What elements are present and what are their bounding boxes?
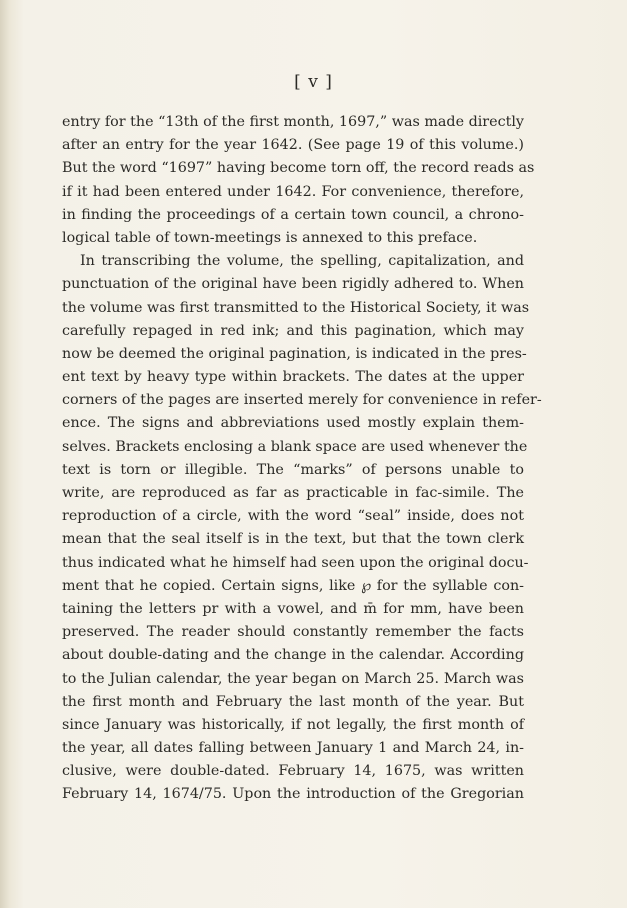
page-number: [ v ]	[294, 72, 333, 92]
text-line: logical table of town-meetings is annexed to this preface.	[62, 229, 478, 246]
text-line: text is torn or illegible. The “marks” of persons unable to	[62, 461, 524, 478]
text-line: after an entry for the year 1642. (See page 19 of this volume.)	[62, 137, 524, 154]
text-line: reproduction of a circle, with the word “seal” inside, does not	[62, 508, 524, 525]
text-line: corners of the pages are inserted merely for convenience in refer-	[62, 392, 542, 409]
text-line: ment that he copied. Certain signs, like ℘ for the syllable con-	[62, 577, 524, 594]
text-line: the first month and February the last month of the year. But	[62, 693, 524, 710]
text-line: But the word “1697” having become torn off, the record reads as	[62, 160, 535, 177]
text-line: since January was historically, if not legally, the first month of	[62, 716, 524, 733]
text-line: punctuation of the original have been rigidly adhered to. When	[62, 276, 524, 293]
text-line: selves. Brackets enclosing a blank space are used whenever the	[62, 438, 528, 455]
text-line: February 14, 1674/75. Upon the introduction of the Gregorian	[62, 786, 524, 803]
text-line: if it had been entered under 1642. For convenience, therefore,	[62, 183, 524, 200]
text-line: now be deemed the original pagination, is indicated in the pres-	[62, 345, 527, 362]
text-line: mean that the seal itself is in the text, but that the town clerk	[62, 531, 524, 548]
text-line: carefully repaged in red ink; and this pagination, which may	[62, 322, 524, 339]
text-line: ent text by heavy type within brackets. The dates at the upper	[62, 369, 524, 386]
text-line: taining the letters pr with a vowel, and m̄ for mm, have been	[62, 600, 524, 617]
text-line: the year, all dates falling between January 1 and March 24, in-	[62, 740, 524, 757]
text-line: about double-dating and the change in the calendar. According	[62, 647, 524, 664]
text-line: to the Julian calendar, the year began on March 25. March was	[62, 670, 524, 687]
text-line: clusive, were double-dated. February 14, 1675, was written	[62, 763, 524, 780]
text-line: In transcribing the volume, the spelling, capitalization, and	[80, 253, 524, 270]
text-line: the volume was first transmitted to the Historical Society, it was	[62, 299, 530, 316]
text-line: write, are reproduced as far as practicable in fac-simile. The	[62, 485, 524, 501]
text-line: thus indicated what he himself had seen upon the original docu-	[62, 554, 529, 571]
body-text	[62, 111, 542, 807]
text-line: in finding the proceedings of a certain town council, a chrono-	[62, 206, 524, 223]
text-line: entry for the “13th of the first month, 1697,” was made directly	[62, 114, 525, 130]
text-line: preserved. The reader should constantly remember the facts	[62, 624, 524, 641]
text-line: ence. The signs and abbreviations used mostly explain them-	[62, 415, 524, 432]
